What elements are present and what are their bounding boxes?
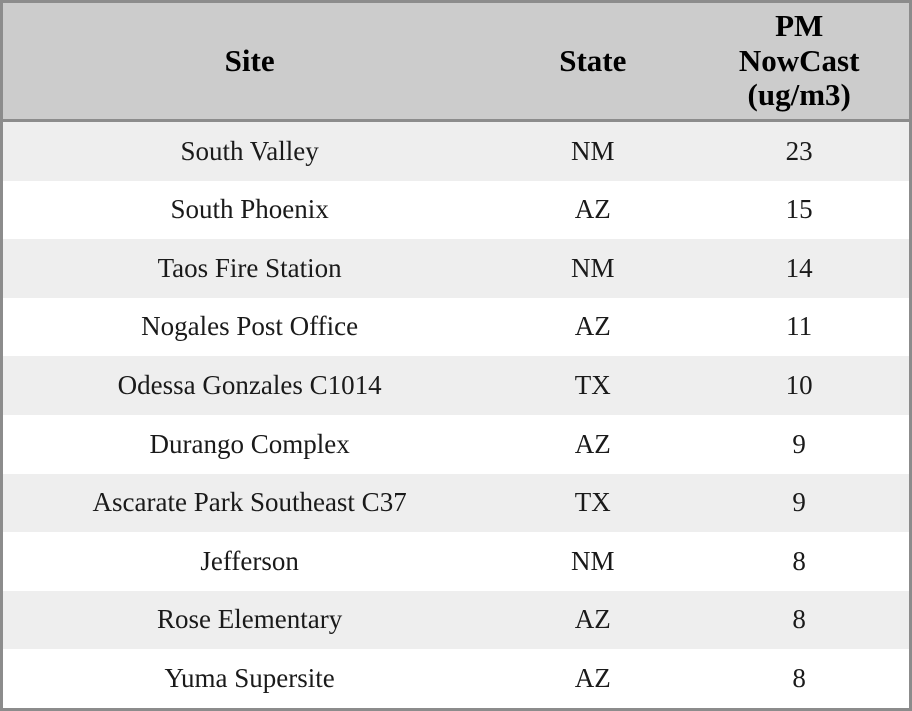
cell-state: NM [571, 252, 615, 283]
cell-value: 10 [785, 369, 813, 400]
cell-site: South Valley [180, 135, 319, 166]
cell-site: Taos Fire Station [157, 252, 342, 283]
table-row [3, 649, 909, 708]
cell-value: 14 [785, 252, 813, 283]
table-row [3, 181, 909, 240]
column-header-pm-nowcast-line1: PM [775, 8, 824, 43]
cell-site: Rose Elementary [157, 604, 343, 635]
cell-value: 11 [786, 311, 813, 342]
cell-value: 23 [785, 135, 813, 166]
table-header [3, 3, 909, 121]
cell-site: South Phoenix [170, 194, 329, 225]
cell-state: AZ [574, 662, 611, 693]
table-header-row [3, 3, 909, 121]
table-row [3, 356, 909, 415]
cell-state: AZ [574, 604, 611, 635]
table-row [3, 298, 909, 357]
cell-site: Jefferson [200, 545, 299, 576]
table-row [3, 121, 909, 181]
cell-value: 15 [785, 194, 813, 225]
cell-state: NM [571, 135, 615, 166]
cell-state: AZ [574, 194, 611, 225]
cell-state: AZ [574, 428, 611, 459]
cell-value: 9 [792, 487, 806, 518]
column-header-pm-nowcast [689, 3, 909, 121]
cell-state: AZ [574, 311, 611, 342]
cell-site: Yuma Supersite [164, 662, 335, 693]
table-body [3, 121, 909, 708]
column-header-site: Site [3, 3, 496, 121]
pm-nowcast-table [3, 3, 909, 708]
table-row [3, 239, 909, 298]
cell-value: 9 [792, 428, 806, 459]
cell-state: NM [571, 545, 615, 576]
table-row [3, 474, 909, 533]
cell-state: TX [574, 487, 611, 518]
table-row [3, 415, 909, 474]
cell-site: Durango Complex [149, 428, 350, 459]
cell-state: TX [574, 369, 611, 400]
table-row [3, 591, 909, 650]
column-header-state: State [496, 3, 689, 121]
column-header-pm-nowcast-line3: (ug/m3) [747, 77, 851, 113]
cell-site: Ascarate Park Southeast C37 [92, 487, 407, 518]
cell-value: 8 [792, 604, 806, 635]
cell-site: Nogales Post Office [141, 311, 359, 342]
column-header-pm-nowcast-line2: NowCast [738, 42, 860, 78]
cell-value: 8 [792, 545, 806, 576]
table-row [3, 532, 909, 591]
cell-value: 8 [792, 662, 806, 693]
cell-site: Odessa Gonzales C1014 [117, 369, 382, 400]
